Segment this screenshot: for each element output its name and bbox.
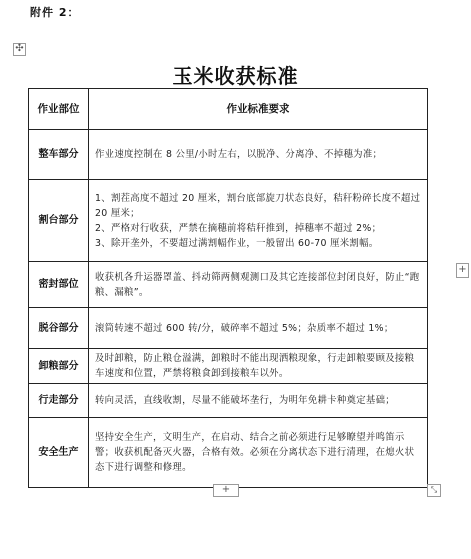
dept-cell: 整车部分 <box>29 130 89 180</box>
table-row <box>29 262 428 308</box>
dept-cell: 卸粮部分 <box>29 349 89 384</box>
document-title: 玉米收获标准 <box>172 64 299 88</box>
table-row <box>29 308 428 349</box>
requirement-cell[interactable] <box>89 384 428 418</box>
requirement-cell[interactable] <box>89 418 428 488</box>
requirement-line: 收获机各升运器罩盖、抖动筛两侧观测口及其它连接部位封闭良好，防止“跑粮、漏粮”。 <box>95 271 420 298</box>
table-row <box>29 130 428 180</box>
table-move-handle-icon[interactable]: ✣ <box>13 43 26 56</box>
add-column-plus-icon[interactable]: + <box>456 263 469 278</box>
requirement-line: 及时卸粮，防止粮仓溢满，卸粮时不能出现洒粮现象，行走卸粮要顾及接粮车速度和位置，严禁将粮食卸到接粮车以外。 <box>95 353 415 379</box>
requirement-line: 2、严格对行收获，严禁在摘穗前将秸秆推到，掉穗率不超过 2%； <box>95 222 382 234</box>
requirement-cell[interactable] <box>89 130 428 180</box>
header-dept: 作业部位 <box>29 89 89 130</box>
table-row <box>29 349 428 384</box>
table-resize-handle-icon[interactable]: ⤡ <box>427 484 441 497</box>
requirement-line: 坚持安全生产，文明生产，在启动、结合之前必须进行足够瞭望并鸣笛示警；收获机配备灭火器，合格有效。必须在分离状态下进行清理，在熄火状态下进行调整和修理。 <box>95 432 415 473</box>
dept-cell: 割台部分 <box>29 180 89 262</box>
dept-cell: 密封部位 <box>29 262 89 308</box>
table-header-row <box>29 89 428 130</box>
requirement-line: 作业速度控制在 8 公里/小时左右，以脱净、分离净、不掉穗为准； <box>95 149 383 160</box>
requirement-cell[interactable] <box>89 308 428 349</box>
requirement-cell[interactable] <box>89 180 428 262</box>
requirement-line: 滚筒转速不超过 600 转/分，破碎率不超过 5%；杂质率不超过 1%； <box>95 322 394 334</box>
table-row <box>29 418 428 488</box>
attachment-label: 附件 2： <box>30 6 80 19</box>
requirement-line: 3、除开垄外，不要超过满割幅作业，一般留出 60-70 厘米割幅。 <box>95 237 379 249</box>
add-row-plus-icon[interactable]: + <box>213 484 239 497</box>
requirement-line: 1、割茬高度不超过 20 厘米，割台底部旋刀状态良好，秸秆粉碎长度不超过 20 厘米； <box>95 192 421 219</box>
dept-cell: 脱谷部分 <box>29 308 89 349</box>
dept-cell: 安全生产 <box>29 418 89 488</box>
table-row <box>29 180 428 262</box>
requirement-line: 转向灵活，直线收割，尽量不能破坏垄行，为明年免耕卡种奠定基础； <box>95 395 395 406</box>
header-requirement: 作业标准要求 <box>89 89 428 130</box>
dept-cell: 行走部分 <box>29 384 89 418</box>
requirement-cell[interactable] <box>89 262 428 308</box>
table-row <box>29 384 428 418</box>
standards-table <box>28 88 428 488</box>
requirement-cell[interactable] <box>89 349 428 384</box>
